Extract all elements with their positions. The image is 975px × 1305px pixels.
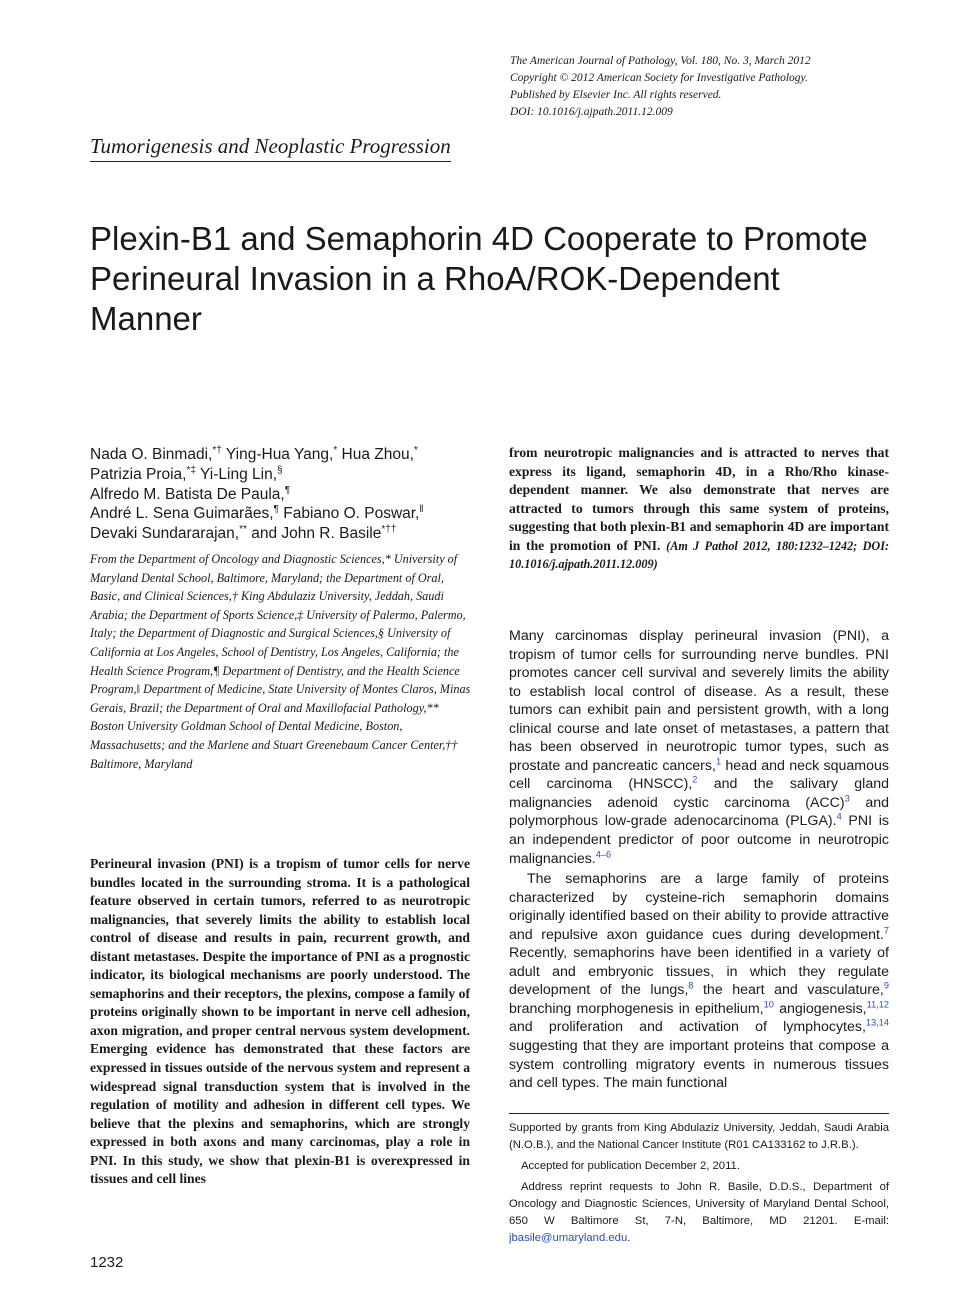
author-line: Devaki Sundararajan,** and John R. Basile*†† <box>90 524 397 543</box>
body-paragraph-1: Many carcinomas display perineural invasion (PNI), a tropism of tumor cells for surrounding nerve bundles. PNI promotes cancer cell survival and severely limits the ability to establish local control of disease. As a result, these tumors can exhibit pain and persistent growth, with a long clinical course and late onset of metastases, a pattern that has been observed in neurotropic tumor types, such as prostate and pancreatic cancers,$^1$ head and neck squamous cell carcinoma (HNSCC),$^2$ and the salivary gland malignancies adenoid cystic carcinoma (ACC)$^3$ and polymorphous low-grade adenocarcinoma (PLGA).$^4$ PNI is an independent predictor of poor outcome in neurotropic malignancies.$^{4-6}$ <box>509 628 889 867</box>
body-paragraph-2: The semaphorins are a large family of proteins characterized by cysteine-rich semaphorin domains originally identified based on their ability to provide attractive and repulsive axon guidance cues during development.$^7$ Recently, semaphorins have been identified in a variety of adult and embryonic tissues, in which they regulate development of the lungs,$^8$ the heart and vasculature,$^9$ branching morphogenesis in epithelium,$^{10}$ angiogenesis,$^{11,12}$ and proliferation and activation of lymphocytes,$^{13,14}$ suggesting that they are important proteins that compose a system controlling migratory events in numerous tissues and cell types. The main functional <box>509 871 890 1092</box>
title-line-3: Manner <box>90 300 202 337</box>
journal-doi: DOI: 10.1016/j.ajpath.2011.12.009 <box>510 106 673 118</box>
abstract-citation: (Am J Pathol 2012, 180:1232–1242; DOI: 10.1016/j.ajpath.2011.12.009) <box>509 538 889 572</box>
reference-link[interactable]: 3 <box>844 793 850 804</box>
reference-link[interactable]: 10 <box>763 999 774 1010</box>
reference-link[interactable]: 4–6 <box>595 848 612 859</box>
title-line-2: Perineural Invasion in a RhoA/ROK-Dependent <box>90 260 780 297</box>
footnote-support: Supported by grants from King Abdulaziz University, Jeddah, Saudi Arabia (N.O.B.), and the National Cancer Institute (R01 CA133162 to J.R.B.). <box>509 1122 889 1151</box>
journal-citation: The American Journal of Pathology, Vol. 180, No. 3, March 2012 <box>510 55 811 67</box>
footnote-accepted: Accepted for publication December 2, 2011. <box>521 1160 740 1172</box>
reference-link[interactable]: 1 <box>715 756 722 767</box>
body-text <box>509 627 889 1093</box>
title-line-1: Plexin-B1 and Semaphorin 4D Cooperate to Promote <box>90 220 868 257</box>
reference-link[interactable]: 8 <box>688 980 694 991</box>
journal-copyright: Copyright © 2012 American Society for Investigative Pathology. <box>510 72 808 84</box>
footnote-address: Address reprint requests to John R. Basile, D.D.S., Department of Oncology and Diagnostic Sciences, University of Maryland Dental School, 650 W Baltimore St, 7-N, Baltimore, MD 21201. E-mail: jbasile@umaryland.edu. <box>509 1181 889 1244</box>
reference-link[interactable]: 4 <box>836 811 842 822</box>
journal-info <box>510 53 930 121</box>
author-list <box>90 445 475 544</box>
article-title <box>90 219 910 339</box>
email-link[interactable]: jbasile@umaryland.edu <box>509 1232 628 1244</box>
reference-link[interactable]: 2 <box>692 774 698 785</box>
affiliations: From the Department of Oncology and Diagnostic Sciences,* University of Maryland Dental School, Baltimore, Maryland; the Department of Oral, Basic, and Clinical Sciences,† King Abdulaziz University, Jeddah, Saudi Arabia; the Department of Sports Science,‡ University of Palermo, Palermo, Italy; the Department of Diagnostic and Surgical Sciences,§ University of California at Los Angeles, School of Dentistry, Los Angeles, California; the Health Science Program,¶ Department of Dentistry, and the Health Science Program,‖ Department of Medicine, State University of Montes Claros, Minas Gerais, Brazil; the Department of Oral and Maxillofacial Pathology,** Boston University Goldman School of Dental Medicine, Boston, Massachusetts; and the Marlene and Stuart Greenebaum Cancer Center,†† Baltimore, Maryland <box>90 552 471 771</box>
journal-publisher: Published by Elsevier Inc. All rights reserved. <box>510 89 722 101</box>
page-number: 1232 <box>90 1254 124 1271</box>
reference-link[interactable]: 9 <box>883 980 889 991</box>
reference-link[interactable]: 11,12 <box>866 999 890 1010</box>
abstract-text: from neurotropic malignancies and is attracted to nerves that express its ligand, semaphorin 4D, in a Rho/Rho kinase-dependent manner. We also demonstrate that nerves are attracted to tumors through this same system of proteins, suggesting that both plexin-B1 and semaphorin 4D are important in the promotion of PNI. <box>509 445 889 553</box>
section-heading: Tumorigenesis and Neoplastic Progression <box>90 132 451 162</box>
footnotes <box>509 1120 889 1251</box>
reference-link[interactable]: 7 <box>883 925 889 936</box>
reference-link[interactable]: 13,14 <box>865 1017 889 1028</box>
abstract-part-1: Perineural invasion (PNI) is a tropism of tumor cells for nerve bundles located in the surrounding stroma. It is a pathological feature observed in certain tumors, referred to as neurotropic malignancies, that severely limits the ability to establish local control of disease and results in pain, recurrent growth, and distant metastases. Despite the importance of PNI as a prognostic indicator, its biological mechanisms are poorly understood. The semaphorins and their receptors, the plexins, compose a family of proteins originally shown to be important in nerve cell adhesion, axon migration, and proper central nervous system development. Emerging evidence has demonstrated that these factors are expressed in tissues outside of the nervous system and represent a widespread signal transduction system that is involved in the regulation of motility and adhesion in different cell types. We believe that the plexins and semaphorins, which are strongly expressed in both axons and many carcinomas, play a role in PNI. In this study, we show that plexin-B1 is overexpressed in tissues and cell lines <box>90 856 470 1187</box>
footnote-divider <box>509 1113 889 1114</box>
author-line: Patrizia Proia,*‡ Yi-Ling Lin,§ <box>90 464 283 483</box>
abstract-part-2 <box>509 444 889 574</box>
author-line: André L. Sena Guimarães,¶ Fabiano O. Poswar,‖ <box>90 504 424 523</box>
author-line: Alfredo M. Batista De Paula,¶ <box>90 484 291 503</box>
author-line: Nada O. Binmadi,*† Ying-Hua Yang,* Hua Zhou,* <box>90 444 418 463</box>
